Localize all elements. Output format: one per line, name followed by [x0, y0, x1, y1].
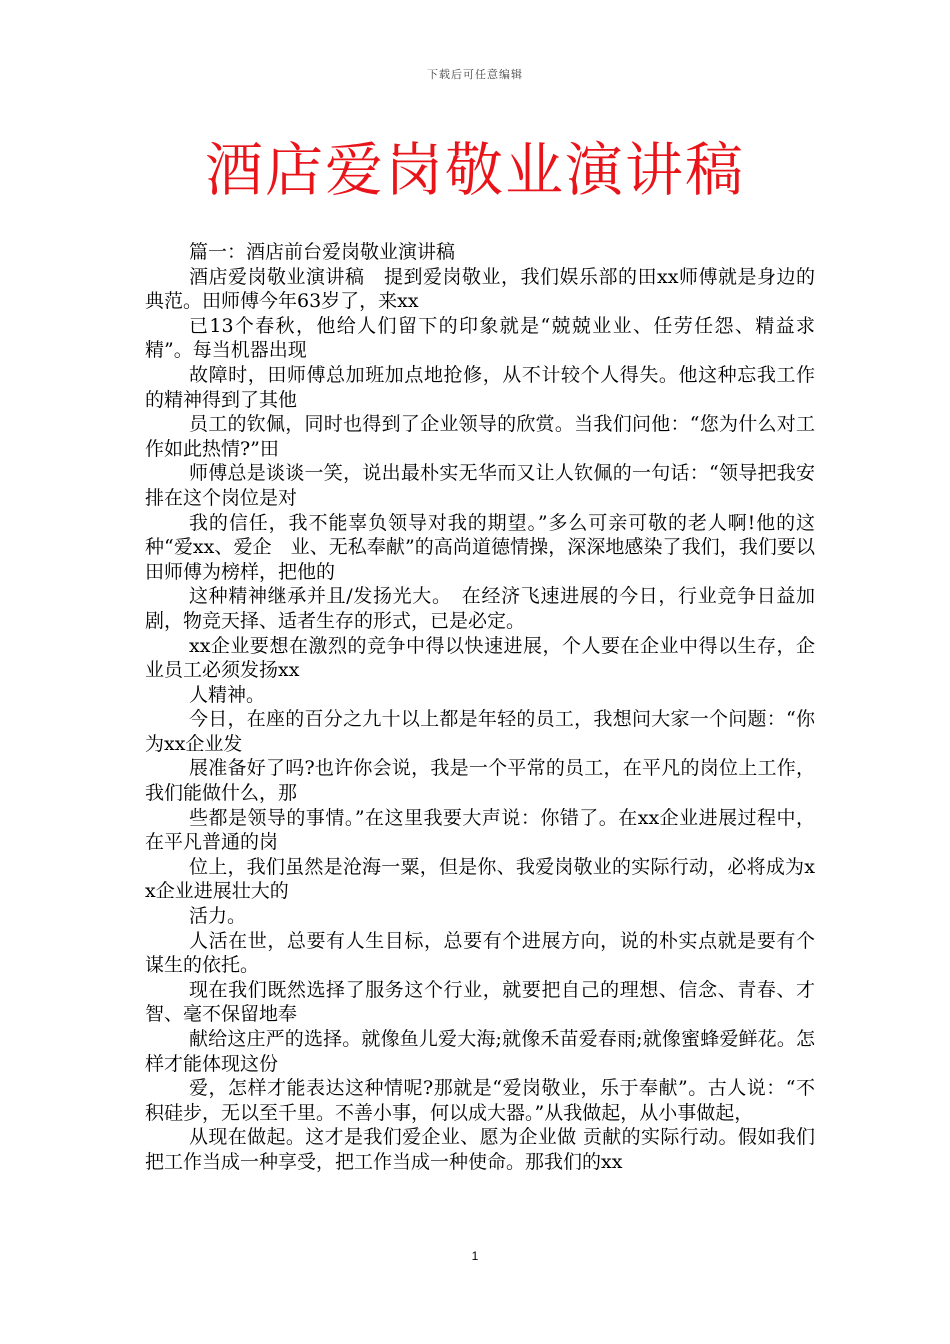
body-paragraph: 些都是领导的事情。”在这里我要大声说：你错了。在xx企业进展过程中，在平凡普通的岗 — [145, 806, 815, 854]
body-paragraph: 人活在世，总要有人生目标，总要有个进展方向，说的朴实点就是要有个谋生的依托。 — [145, 929, 815, 977]
body-paragraph: 师傅总是谈谈一笑，说出最朴实无华而又让人钦佩的一句话：“领导把我安排在这个岗位是对 — [145, 462, 815, 509]
header-note: 下载后可任意编辑 — [427, 68, 523, 81]
body-paragraph: 位上，我们虽然是沧海一粟，但是你、我爱岗敬业的实际行动，必将成为xx企业进展壮大的 — [145, 855, 815, 903]
body-paragraph: 已13个春秋，他给人们留下的印象就是“兢兢业业、任劳任怨、精益求精”。每当机器出现 — [145, 314, 815, 362]
body-paragraph: 从现在做起。这才是我们爱企业、愿为企业做 贡献的实际行动。假如我们把工作当成一种享受，把工作当成一种使命。那我们的xx — [145, 1126, 815, 1173]
document-title: 酒店爱岗敬业演讲稿 — [204, 136, 745, 204]
page-number: 1 — [471, 1249, 479, 1263]
body-paragraph: 现在我们既然选择了服务这个行业，就要把自己的理想、信念、青春、才智、毫不保留地奉 — [145, 978, 815, 1026]
body-paragraph: 我的信任，我不能辜负领导对我的期望。”多么可亲可敬的老人啊!他的这种“爱xx、爱企 业、无私奉献”的高尚道德情操，深深地感染了我们，我们要以田师傅为榜样，把他的 — [145, 511, 815, 583]
body-paragraph: 献给这庄严的选择。就像鱼儿爱大海;就像禾苗爱春雨;就像蜜蜂爱鲜花。怎样才能体现这份 — [145, 1028, 815, 1075]
body-paragraph: 今日，在座的百分之九十以上都是年轻的员工，我想问大家一个问题：“你为xx企业发 — [145, 708, 815, 755]
body-paragraph: 人精神。 — [189, 683, 266, 706]
body-paragraph: 爱，怎样才能表达这种情呢?那就是“爱岗敬业，乐于奉献”。古人说：“不积硅步，无以至千里。不善小事，何以成大器。”从我做起，从小事做起， — [145, 1077, 815, 1124]
document-body — [145, 240, 815, 1175]
body-paragraph: 活力。 — [189, 905, 247, 928]
body-paragraph: xx企业要想在激烈的竞争中得以快速进展，个人要在企业中得以生存，企业员工必须发扬xx — [145, 634, 815, 682]
body-paragraph: 酒店爱岗敬业演讲稿 提到爱岗敬业，我们娱乐部的田xx师傅就是身边的典范。田师傅今年63岁了，来xx — [145, 265, 815, 313]
body-paragraph: 这种精神继承并且/发扬光大。 在经济飞速进展的今日，行业竞争日益加剧，物竞天择、适者生存的形式，已是必定。 — [145, 585, 815, 632]
body-paragraph: 员工的钦佩，同时也得到了企业领导的欣赏。当我们问他：“您为什么对工作如此热情?”田 — [145, 413, 815, 460]
body-paragraph: 故障时，田师傅总加班加点地抢修，从不计较个人得失。他这种忘我工作的精神得到了其他 — [145, 363, 815, 411]
body-paragraph: 展准备好了吗?也许你会说，我是一个平常的员工，在平凡的岗位上工作，我们能做什么，那 — [145, 757, 815, 805]
body-paragraph: 篇一：酒店前台爱岗敬业演讲稿 — [189, 241, 456, 263]
